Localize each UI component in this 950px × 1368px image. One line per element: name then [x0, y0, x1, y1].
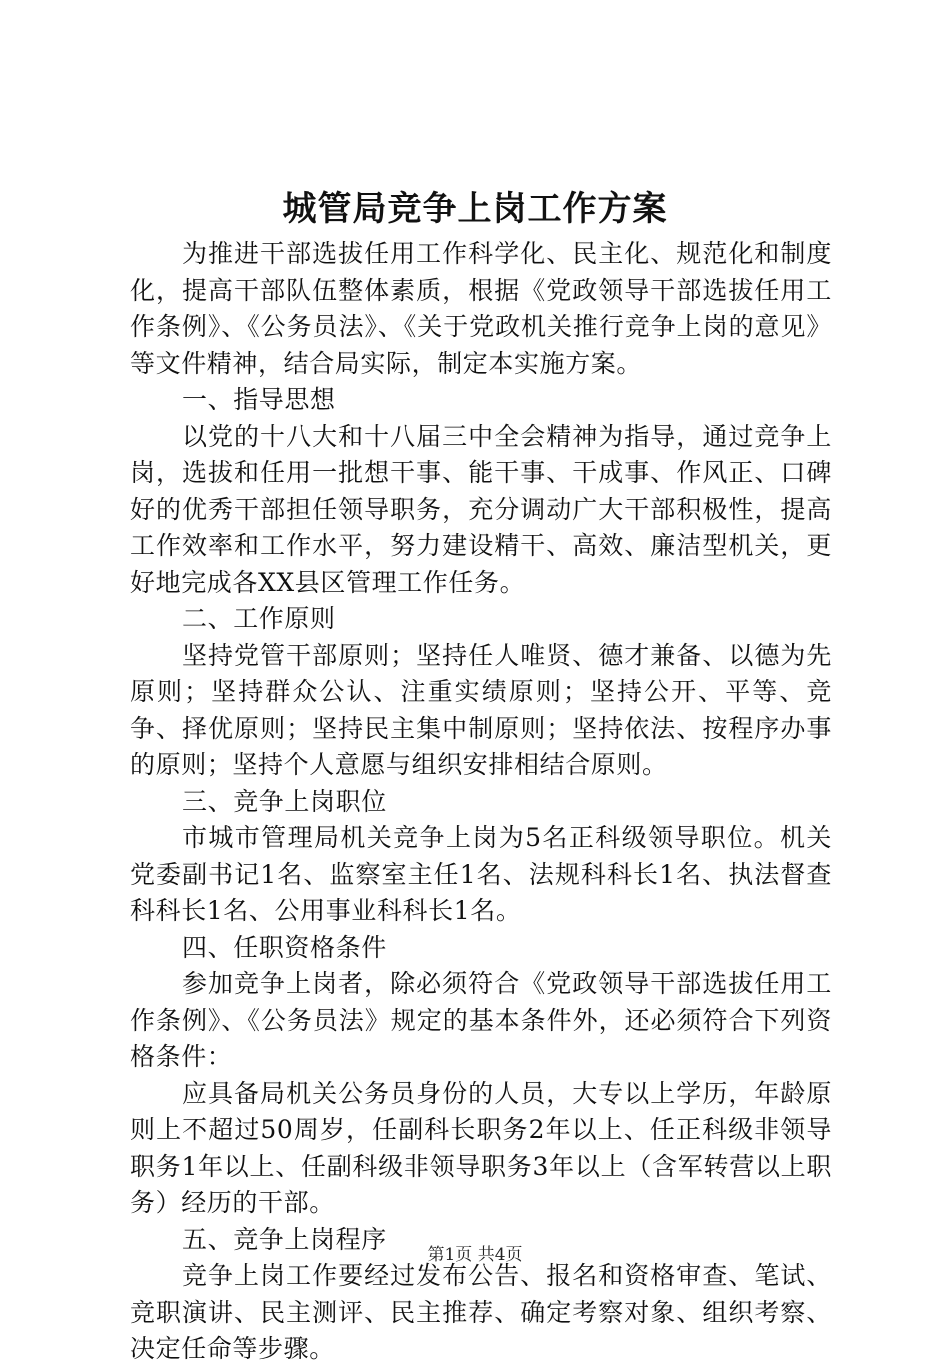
qualifications-detail-paragraph: 应具备局机关公务员身份的人员，大专以上学历，年龄原则上不超过50周岁，任副科长职务2年以上、任正科级非领导职务1年以上、任副科级非领导职务3年以上（含军转营以上职务）经历的干部。	[130, 1078, 832, 1217]
document-title: 城管局竞争上岗工作方案	[282, 189, 668, 229]
section-heading-work-principles: 二、工作原则	[182, 604, 336, 633]
procedure-paragraph: 竞争上岗工作要经过发布公告、报名和资格审查、笔试、竞职演讲、民主测评、民主推荐、确定考察对象、组织考察、决定任命等步骤。	[130, 1261, 832, 1363]
guiding-ideology-paragraph: 以党的十八大和十八届三中全会精神为指导，通过竞争上岗，选拔和任用一批想干事、能干事、干成事、作风正、口碑好的优秀干部担任领导职务，充分调动广大干部积极性，提高工作效率和工作水平，努力建设精干、高效、廉洁型机关，更好地完成各XX县区管理工作任务。	[130, 421, 832, 597]
section-heading-positions: 三、竞争上岗职位	[182, 786, 387, 816]
intro-paragraph: 为推进干部选拔任用工作科学化、民主化、规范化和制度化，提高干部队伍整体素质，根据《党政领导干部选拔任用工作条例》、《公务员法》、《关于党政机关推行竞争上岗的意见》等文件精神，结合局实际，制定本实施方案。	[130, 239, 832, 378]
positions-paragraph: 市城市管理局机关竞争上岗为5名正科级领导职位。机关党委副书记1名、监察室主任1名、法规科科长1名、执法督查科科长1名、公用事业科科长1名。	[130, 823, 832, 925]
section-heading-procedure: 五、竞争上岗程序	[182, 1224, 387, 1254]
section-heading-qualifications: 四、任职资格条件	[182, 932, 387, 962]
page-number-footer: 第1页 共4页	[427, 1245, 523, 1265]
section-heading-guiding-ideology: 一、指导思想	[182, 385, 336, 414]
work-principles-paragraph: 坚持党管干部原则；坚持任人唯贤、德才兼备、以德为先原则；坚持群众公认、注重实绩原则；坚持公开、平等、竞争、择优原则；坚持民主集中制原则；坚持依法、按程序办事的原则；坚持个人意愿与组织安排相结合原则。	[130, 640, 832, 779]
qualifications-paragraph: 参加竞争上岗者，除必须符合《党政领导干部选拔任用工作条例》、《公务员法》规定的基本条件外，还必须符合下列资格条件：	[130, 969, 832, 1071]
document-body	[130, 236, 832, 1368]
